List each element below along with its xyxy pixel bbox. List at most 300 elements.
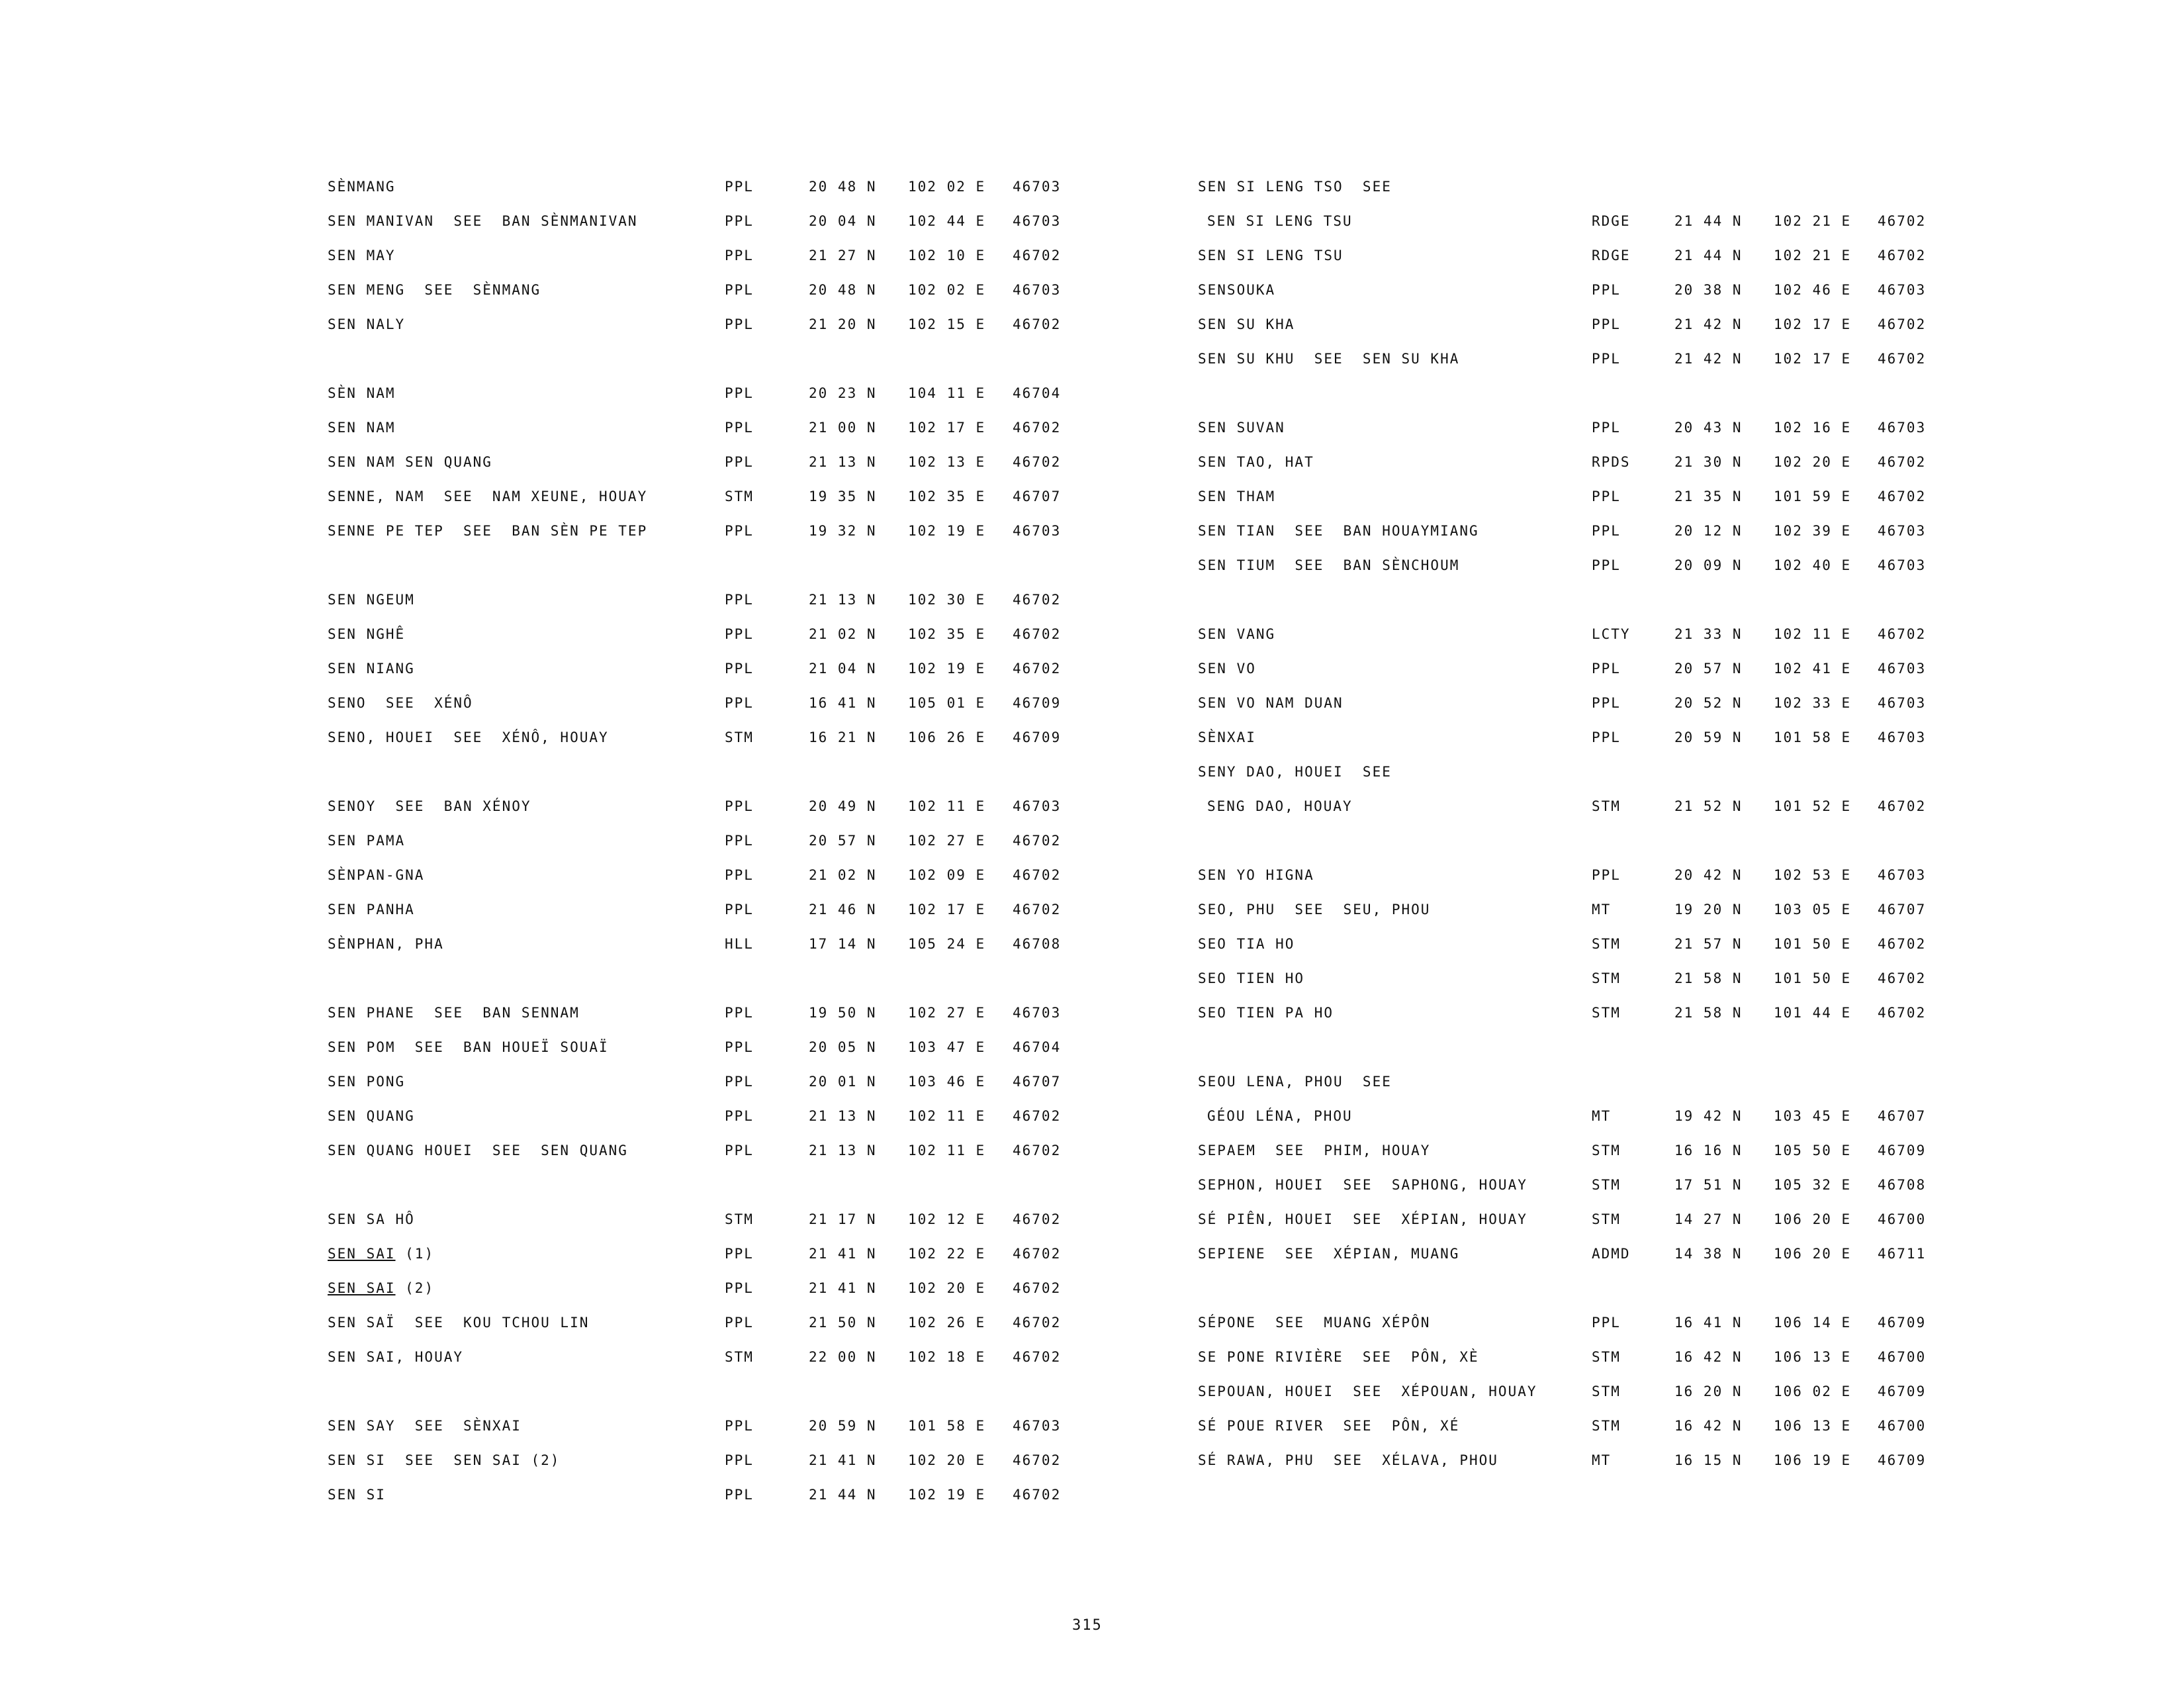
entry-name: SENO SEE XÉNÔ xyxy=(328,695,473,711)
feature-code: ADMD xyxy=(1592,1246,1631,1262)
feature-code: STM xyxy=(1592,1143,1621,1158)
longitude: 106 13 E xyxy=(1774,1349,1852,1365)
map-reference: 46703 xyxy=(1878,523,1927,539)
map-reference: 46702 xyxy=(1013,1315,1062,1331)
longitude: 102 46 E xyxy=(1774,282,1852,298)
feature-code: PPL xyxy=(725,179,754,195)
map-reference: 46707 xyxy=(1013,489,1062,504)
longitude: 102 21 E xyxy=(1774,248,1852,263)
entry-name: SEN VO xyxy=(1198,661,1256,677)
entry-name: SÈNMANG xyxy=(328,179,396,195)
longitude: 105 32 E xyxy=(1774,1177,1852,1193)
latitude: 21 57 N xyxy=(1674,936,1743,952)
latitude: 21 04 N xyxy=(809,661,877,677)
longitude: 102 11 E xyxy=(1774,626,1852,642)
longitude: 102 35 E xyxy=(908,489,986,504)
feature-code: STM xyxy=(1592,936,1621,952)
longitude: 102 02 E xyxy=(908,179,986,195)
entry-name: SEN SI xyxy=(328,1487,386,1503)
longitude: 102 20 E xyxy=(908,1452,986,1468)
feature-code: PPL xyxy=(725,248,754,263)
latitude: 21 35 N xyxy=(1674,489,1743,504)
longitude: 102 11 E xyxy=(908,798,986,814)
latitude: 20 01 N xyxy=(809,1074,877,1090)
feature-code: PPL xyxy=(725,1108,754,1124)
latitude: 20 04 N xyxy=(809,213,877,229)
feature-code: PPL xyxy=(725,1418,754,1434)
entry-name: SEN NGEUM xyxy=(328,592,415,608)
feature-code: STM xyxy=(1592,1177,1621,1193)
entry-name: SEN QUANG HOUEI SEE SEN QUANG xyxy=(328,1143,628,1158)
map-reference: 46702 xyxy=(1878,626,1927,642)
longitude: 102 21 E xyxy=(1774,213,1852,229)
longitude: 102 26 E xyxy=(908,1315,986,1331)
map-reference: 46702 xyxy=(1013,626,1062,642)
latitude: 21 41 N xyxy=(809,1280,877,1296)
map-reference: 46709 xyxy=(1013,729,1062,745)
longitude: 101 50 E xyxy=(1774,936,1852,952)
latitude: 21 44 N xyxy=(1674,213,1743,229)
map-reference: 46700 xyxy=(1878,1349,1927,1365)
entry-name: SEPAEM SEE PHIM, HOUAY xyxy=(1198,1143,1431,1158)
feature-code: LCTY xyxy=(1592,626,1631,642)
longitude: 101 52 E xyxy=(1774,798,1852,814)
entry-name: SEO, PHU SEE SEU, PHOU xyxy=(1198,902,1431,917)
entry-name: SEN SA HÔ xyxy=(328,1211,415,1227)
map-reference: 46702 xyxy=(1013,1143,1062,1158)
longitude: 102 39 E xyxy=(1774,523,1852,539)
map-reference: 46702 xyxy=(1878,351,1927,367)
map-reference: 46703 xyxy=(1013,523,1062,539)
latitude: 20 57 N xyxy=(809,833,877,849)
feature-code: STM xyxy=(1592,798,1621,814)
latitude: 20 59 N xyxy=(809,1418,877,1434)
feature-code: HLL xyxy=(725,936,754,952)
entry-name: SENY DAO, HOUEI SEE xyxy=(1198,764,1392,780)
feature-code: PPL xyxy=(1592,489,1621,504)
entry-name: SENNE PE TEP SEE BAN SÈN PE TEP xyxy=(328,523,648,539)
latitude: 20 48 N xyxy=(809,179,877,195)
entry-name: SEN NAM xyxy=(328,420,396,436)
longitude: 102 19 E xyxy=(908,523,986,539)
map-reference: 46702 xyxy=(1013,661,1062,677)
feature-code: PPL xyxy=(725,902,754,917)
map-reference: 46703 xyxy=(1878,282,1927,298)
longitude: 106 13 E xyxy=(1774,1418,1852,1434)
latitude: 16 20 N xyxy=(1674,1383,1743,1399)
map-reference: 46707 xyxy=(1878,902,1927,917)
longitude: 102 27 E xyxy=(908,833,986,849)
feature-code: RPDS xyxy=(1592,454,1631,470)
entry-name: SEN SI LENG TSU xyxy=(1207,213,1353,229)
latitude: 16 42 N xyxy=(1674,1349,1743,1365)
feature-code: PPL xyxy=(1592,867,1621,883)
feature-code: STM xyxy=(725,1211,754,1227)
latitude: 21 42 N xyxy=(1674,351,1743,367)
map-reference: 46702 xyxy=(1878,798,1927,814)
feature-code: PPL xyxy=(725,1246,754,1262)
feature-code: MT xyxy=(1592,1452,1612,1468)
feature-code: STM xyxy=(725,489,754,504)
longitude: 102 19 E xyxy=(908,661,986,677)
entry-name: SÉPONE SEE MUANG XÉPÔN xyxy=(1198,1315,1431,1331)
latitude: 21 52 N xyxy=(1674,798,1743,814)
longitude: 106 20 E xyxy=(1774,1211,1852,1227)
entry-name: SEN MENG SEE SÈNMANG xyxy=(328,282,541,298)
entry-name: SENOY SEE BAN XÉNOY xyxy=(328,798,531,814)
longitude: 101 44 E xyxy=(1774,1005,1852,1021)
feature-code: PPL xyxy=(725,1452,754,1468)
latitude: 21 30 N xyxy=(1674,454,1743,470)
feature-code: PPL xyxy=(1592,557,1621,573)
longitude: 106 20 E xyxy=(1774,1246,1852,1262)
entry-name: SEN SAY SEE SÈNXAI xyxy=(328,1418,522,1434)
longitude: 102 17 E xyxy=(908,902,986,917)
latitude: 16 15 N xyxy=(1674,1452,1743,1468)
entry-name: SEN POM SEE BAN HOUEÏ SOUAÏ xyxy=(328,1039,609,1055)
feature-code: MT xyxy=(1592,1108,1612,1124)
entry-name: SEO TIEN HO xyxy=(1198,970,1305,986)
map-reference: 46703 xyxy=(1013,179,1062,195)
longitude: 102 17 E xyxy=(1774,351,1852,367)
map-reference: 46702 xyxy=(1013,1349,1062,1365)
map-reference: 46702 xyxy=(1013,1487,1062,1503)
latitude: 19 42 N xyxy=(1674,1108,1743,1124)
entry-name: SEO TIEN PA HO xyxy=(1198,1005,1334,1021)
entry-name: SEN TIUM SEE BAN SÈNCHOUM xyxy=(1198,557,1460,573)
longitude: 103 46 E xyxy=(908,1074,986,1090)
latitude: 21 58 N xyxy=(1674,970,1743,986)
longitude: 105 24 E xyxy=(908,936,986,952)
feature-code: PPL xyxy=(725,1039,754,1055)
map-reference: 46703 xyxy=(1878,557,1927,573)
feature-code: PPL xyxy=(725,454,754,470)
latitude: 21 46 N xyxy=(809,902,877,917)
latitude: 21 41 N xyxy=(809,1246,877,1262)
map-reference: 46702 xyxy=(1013,316,1062,332)
latitude: 19 50 N xyxy=(809,1005,877,1021)
map-reference: 46703 xyxy=(1013,798,1062,814)
entry-name: SENNE, NAM SEE NAM XEUNE, HOUAY xyxy=(328,489,648,504)
longitude: 102 30 E xyxy=(908,592,986,608)
latitude: 14 38 N xyxy=(1674,1246,1743,1262)
longitude: 102 12 E xyxy=(908,1211,986,1227)
longitude: 102 33 E xyxy=(1774,695,1852,711)
map-reference: 46703 xyxy=(1878,729,1927,745)
feature-code: PPL xyxy=(725,661,754,677)
entry-name: SEPOUAN, HOUEI SEE XÉPOUAN, HOUAY xyxy=(1198,1383,1537,1399)
longitude: 103 45 E xyxy=(1774,1108,1852,1124)
latitude: 21 02 N xyxy=(809,626,877,642)
map-reference: 46702 xyxy=(1013,248,1062,263)
feature-code: STM xyxy=(725,729,754,745)
entry-name: SEN NGHÊ xyxy=(328,626,406,642)
feature-code: PPL xyxy=(725,420,754,436)
feature-code: PPL xyxy=(725,282,754,298)
entry-name: SEN MANIVAN SEE BAN SÈNMANIVAN xyxy=(328,213,638,229)
latitude: 17 14 N xyxy=(809,936,877,952)
latitude: 20 52 N xyxy=(1674,695,1743,711)
feature-code: PPL xyxy=(725,1315,754,1331)
feature-code: PPL xyxy=(725,1487,754,1503)
longitude: 105 01 E xyxy=(908,695,986,711)
latitude: 19 20 N xyxy=(1674,902,1743,917)
latitude: 21 13 N xyxy=(809,1108,877,1124)
latitude: 22 00 N xyxy=(809,1349,877,1365)
map-reference: 46702 xyxy=(1013,1211,1062,1227)
latitude: 21 17 N xyxy=(809,1211,877,1227)
map-reference: 46702 xyxy=(1013,1246,1062,1262)
latitude: 16 41 N xyxy=(809,695,877,711)
longitude: 102 40 E xyxy=(1774,557,1852,573)
entry-name: SEN SUVAN xyxy=(1198,420,1285,436)
entry-name: SEN SI LENG TSU xyxy=(1198,248,1343,263)
feature-code: PPL xyxy=(725,385,754,401)
entry-name: SÉ RAWA, PHU SEE XÉLAVA, PHOU xyxy=(1198,1452,1498,1468)
longitude: 101 58 E xyxy=(1774,729,1852,745)
latitude: 21 13 N xyxy=(809,454,877,470)
entry-name: SENO, HOUEI SEE XÉNÔ, HOUAY xyxy=(328,729,609,745)
entry-name: SEN NIANG xyxy=(328,661,415,677)
map-reference: 46702 xyxy=(1878,489,1927,504)
longitude: 102 22 E xyxy=(908,1246,986,1262)
longitude: 102 53 E xyxy=(1774,867,1852,883)
feature-code: STM xyxy=(1592,1349,1621,1365)
entry-name: SENSOUKA xyxy=(1198,282,1276,298)
latitude: 14 27 N xyxy=(1674,1211,1743,1227)
entry-name: SE PONE RIVIÈRE SEE PÔN, XÈ xyxy=(1198,1349,1479,1365)
entry-name: SEN TIAN SEE BAN HOUAYMIANG xyxy=(1198,523,1479,539)
feature-code: PPL xyxy=(1592,729,1621,745)
entry-name: SEN SAI (2) xyxy=(328,1280,435,1296)
map-reference: 46700 xyxy=(1878,1418,1927,1434)
feature-code: STM xyxy=(725,1349,754,1365)
feature-code: STM xyxy=(1592,1005,1621,1021)
latitude: 21 50 N xyxy=(809,1315,877,1331)
map-reference: 46703 xyxy=(1878,867,1927,883)
latitude: 21 44 N xyxy=(809,1487,877,1503)
latitude: 21 33 N xyxy=(1674,626,1743,642)
map-reference: 46702 xyxy=(1013,454,1062,470)
entry-name: SEN MAY xyxy=(328,248,396,263)
map-reference: 46702 xyxy=(1013,1108,1062,1124)
map-reference: 46702 xyxy=(1013,902,1062,917)
longitude: 102 16 E xyxy=(1774,420,1852,436)
map-reference: 46709 xyxy=(1878,1143,1927,1158)
map-reference: 46709 xyxy=(1013,695,1062,711)
longitude: 102 41 E xyxy=(1774,661,1852,677)
map-reference: 46703 xyxy=(1878,661,1927,677)
feature-code: RDGE xyxy=(1592,248,1631,263)
feature-code: PPL xyxy=(725,1280,754,1296)
longitude: 102 19 E xyxy=(908,1487,986,1503)
latitude: 21 13 N xyxy=(809,592,877,608)
latitude: 21 02 N xyxy=(809,867,877,883)
feature-code: PPL xyxy=(725,833,754,849)
map-reference: 46707 xyxy=(1013,1074,1062,1090)
feature-code: STM xyxy=(1592,1383,1621,1399)
feature-code: PPL xyxy=(1592,420,1621,436)
map-reference: 46703 xyxy=(1878,420,1927,436)
longitude: 102 18 E xyxy=(908,1349,986,1365)
map-reference: 46702 xyxy=(1878,454,1927,470)
longitude: 102 17 E xyxy=(908,420,986,436)
longitude: 106 14 E xyxy=(1774,1315,1852,1331)
map-reference: 46708 xyxy=(1013,936,1062,952)
entry-name: SENG DAO, HOUAY xyxy=(1207,798,1353,814)
longitude: 106 26 E xyxy=(908,729,986,745)
entry-name: SÈNXAI xyxy=(1198,729,1256,745)
map-reference: 46709 xyxy=(1878,1383,1927,1399)
entry-name: GÉOU LÉNA, PHOU xyxy=(1207,1108,1353,1124)
latitude: 21 13 N xyxy=(809,1143,877,1158)
map-reference: 46702 xyxy=(1013,592,1062,608)
feature-code: PPL xyxy=(1592,351,1621,367)
latitude: 19 32 N xyxy=(809,523,877,539)
feature-code: RDGE xyxy=(1592,213,1631,229)
latitude: 20 12 N xyxy=(1674,523,1743,539)
longitude: 102 13 E xyxy=(908,454,986,470)
entry-name: SÈNPAN-GNA xyxy=(328,867,425,883)
entry-name: SEN SI SEE SEN SAI (2) xyxy=(328,1452,561,1468)
feature-code: STM xyxy=(1592,1418,1621,1434)
latitude: 16 42 N xyxy=(1674,1418,1743,1434)
map-reference: 46711 xyxy=(1878,1246,1927,1262)
map-reference: 46702 xyxy=(1878,316,1927,332)
page-number: 315 xyxy=(1072,1617,1103,1634)
map-reference: 46704 xyxy=(1013,1039,1062,1055)
latitude: 21 27 N xyxy=(809,248,877,263)
map-reference: 46702 xyxy=(1013,1452,1062,1468)
entry-name: SEN VANG xyxy=(1198,626,1276,642)
entry-name: SÈN NAM xyxy=(328,385,396,401)
entry-name: SEN SAÏ SEE KOU TCHOU LIN xyxy=(328,1315,590,1331)
longitude: 102 44 E xyxy=(908,213,986,229)
entry-name: SEN PANHA xyxy=(328,902,415,917)
entry-name: SEO TIA HO xyxy=(1198,936,1295,952)
latitude: 21 41 N xyxy=(809,1452,877,1468)
longitude: 102 11 E xyxy=(908,1108,986,1124)
map-reference: 46703 xyxy=(1013,1418,1062,1434)
entry-name: SEN YO HIGNA xyxy=(1198,867,1314,883)
entry-name: SÉ POUE RIVER SEE PÔN, XÉ xyxy=(1198,1418,1460,1434)
feature-code: PPL xyxy=(1592,316,1621,332)
latitude: 20 42 N xyxy=(1674,867,1743,883)
feature-code: STM xyxy=(1592,970,1621,986)
map-reference: 46703 xyxy=(1878,695,1927,711)
entry-name: SEN SI LENG TSO SEE xyxy=(1198,179,1392,195)
latitude: 17 51 N xyxy=(1674,1177,1743,1193)
latitude: 21 00 N xyxy=(809,420,877,436)
map-reference: 46703 xyxy=(1013,213,1062,229)
latitude: 19 35 N xyxy=(809,489,877,504)
map-reference: 46702 xyxy=(1878,970,1927,986)
latitude: 20 23 N xyxy=(809,385,877,401)
feature-code: PPL xyxy=(725,626,754,642)
longitude: 101 58 E xyxy=(908,1418,986,1434)
feature-code: PPL xyxy=(725,213,754,229)
feature-code: PPL xyxy=(725,798,754,814)
longitude: 102 10 E xyxy=(908,248,986,263)
latitude: 20 59 N xyxy=(1674,729,1743,745)
longitude: 102 09 E xyxy=(908,867,986,883)
feature-code: PPL xyxy=(1592,523,1621,539)
entry-name: SEN VO NAM DUAN xyxy=(1198,695,1343,711)
map-reference: 46702 xyxy=(1013,1280,1062,1296)
map-reference: 46703 xyxy=(1013,282,1062,298)
map-reference: 46702 xyxy=(1013,833,1062,849)
latitude: 21 44 N xyxy=(1674,248,1743,263)
feature-code: PPL xyxy=(725,1005,754,1021)
entry-name: SEN PAMA xyxy=(328,833,406,849)
map-reference: 46702 xyxy=(1878,213,1927,229)
longitude: 102 27 E xyxy=(908,1005,986,1021)
entry-name: SEN NALY xyxy=(328,316,406,332)
feature-code: STM xyxy=(1592,1211,1621,1227)
latitude: 21 42 N xyxy=(1674,316,1743,332)
feature-code: PPL xyxy=(725,695,754,711)
map-reference: 46702 xyxy=(1013,420,1062,436)
map-reference: 46703 xyxy=(1013,1005,1062,1021)
entry-name: SEN NAM SEN QUANG xyxy=(328,454,492,470)
feature-code: PPL xyxy=(1592,1315,1621,1331)
entry-name: SEOU LENA, PHOU SEE xyxy=(1198,1074,1392,1090)
longitude: 102 11 E xyxy=(908,1143,986,1158)
entry-name: SEN SU KHU SEE SEN SU KHA xyxy=(1198,351,1460,367)
feature-code: PPL xyxy=(725,592,754,608)
feature-code: PPL xyxy=(725,867,754,883)
entry-name: SEN SU KHA xyxy=(1198,316,1295,332)
longitude: 103 05 E xyxy=(1774,902,1852,917)
map-reference: 46709 xyxy=(1878,1452,1927,1468)
longitude: 102 02 E xyxy=(908,282,986,298)
feature-code: PPL xyxy=(1592,282,1621,298)
longitude: 102 20 E xyxy=(1774,454,1852,470)
entry-name: SEN TAO, HAT xyxy=(1198,454,1314,470)
latitude: 16 21 N xyxy=(809,729,877,745)
entry-name: SEN SAI (1) xyxy=(328,1246,435,1262)
feature-code: PPL xyxy=(725,523,754,539)
longitude: 104 11 E xyxy=(908,385,986,401)
latitude: 20 38 N xyxy=(1674,282,1743,298)
map-reference: 46708 xyxy=(1878,1177,1927,1193)
longitude: 101 50 E xyxy=(1774,970,1852,986)
entry-name: SEN SAI, HOUAY xyxy=(328,1349,464,1365)
latitude: 20 49 N xyxy=(809,798,877,814)
latitude: 20 43 N xyxy=(1674,420,1743,436)
entry-name: SEN QUANG xyxy=(328,1108,415,1124)
latitude: 21 20 N xyxy=(809,316,877,332)
longitude: 102 15 E xyxy=(908,316,986,332)
entry-name: SEN THAM xyxy=(1198,489,1276,504)
feature-code: PPL xyxy=(725,1074,754,1090)
latitude: 20 09 N xyxy=(1674,557,1743,573)
entry-name: SEN PONG xyxy=(328,1074,406,1090)
map-reference: 46702 xyxy=(1013,867,1062,883)
latitude: 20 48 N xyxy=(809,282,877,298)
longitude: 106 19 E xyxy=(1774,1452,1852,1468)
entry-name: SEN PHANE SEE BAN SENNAM xyxy=(328,1005,580,1021)
longitude: 102 35 E xyxy=(908,626,986,642)
longitude: 102 20 E xyxy=(908,1280,986,1296)
longitude: 103 47 E xyxy=(908,1039,986,1055)
entry-name: SÈNPHAN, PHA xyxy=(328,936,444,952)
latitude: 16 41 N xyxy=(1674,1315,1743,1331)
latitude: 20 57 N xyxy=(1674,661,1743,677)
entry-name: SÉ PIÊN, HOUEI SEE XÉPIAN, HOUAY xyxy=(1198,1211,1527,1227)
feature-code: PPL xyxy=(1592,695,1621,711)
longitude: 101 59 E xyxy=(1774,489,1852,504)
